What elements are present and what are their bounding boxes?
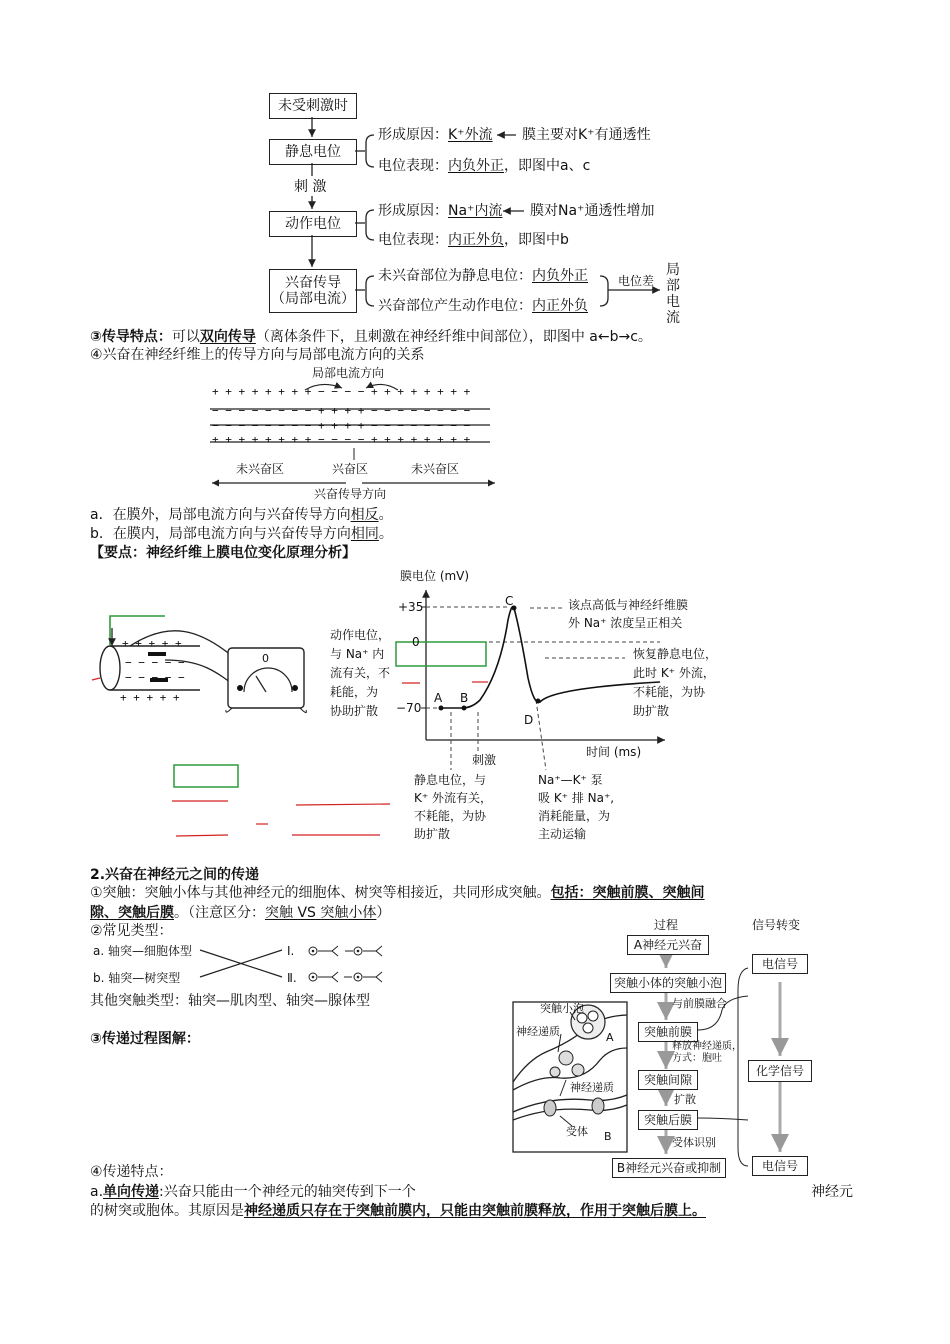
other-types: 其他突触类型：轴突—肌肉型、轴突—腺体型 xyxy=(90,993,370,1009)
note-b-key: 相同 xyxy=(350,526,379,542)
p1-key1: 包括：突触前膜、突触间 xyxy=(550,885,705,901)
charge-row-top: + + + + + + + + − − − − + + + + + + + + xyxy=(212,385,471,398)
note-pump-1: Na⁺—K⁺ 泵 xyxy=(538,773,603,787)
note-recover-4: 助扩散 xyxy=(633,704,670,718)
note-recover-3: 不耗能，为协 xyxy=(633,685,706,699)
unexcited-right: 未兴奋区 xyxy=(411,462,460,476)
rest-cause-label: 形成原因： xyxy=(378,127,448,143)
note-action-3: 流有关，不 xyxy=(330,666,391,680)
s4-title: ④兴奋在神经纤维上的传导方向与局部电流方向的关系 xyxy=(90,347,425,363)
note-action xyxy=(330,626,390,721)
s3-post: （离体条件下，且刺激在神经纤维中间部位），即图中 a←b→c。 xyxy=(255,329,652,345)
note-b-pre: b．在膜内，局部电流方向与兴奋传导方向 xyxy=(90,526,351,542)
act-cause-label: 形成原因： xyxy=(378,203,448,219)
tick-0: 0 xyxy=(412,635,420,649)
conduction-arrows xyxy=(0,360,950,510)
box-unstimulated: 未受刺激时 xyxy=(269,93,357,119)
step-postsynaptic: 突触后膜 xyxy=(638,1110,698,1130)
note-a-end: 。 xyxy=(378,507,393,523)
box-action-potential: 动作电位 xyxy=(269,211,357,237)
cond1-prefix: 未兴奋部位为静息电位： xyxy=(378,268,532,284)
act-show-value: 内正外负 xyxy=(448,232,504,248)
charge-row-bottom: + + + + + + + + − − − − + + + + + + + + xyxy=(212,433,471,446)
type-b: b. 轴突—树突型 xyxy=(93,971,181,985)
note-C xyxy=(568,596,688,632)
point-B: B xyxy=(460,691,469,705)
sec2-title: 2.兴奋在神经元之间的传递 xyxy=(90,867,260,883)
types-title: ②常见类型： xyxy=(90,923,173,939)
lc-char-3: 电 xyxy=(666,294,680,310)
rest-show-label: 电位表现： xyxy=(378,158,448,174)
process-title: ③传递过程图解： xyxy=(90,1031,200,1047)
label-A: A xyxy=(606,1031,614,1044)
rest-show xyxy=(378,157,590,175)
graph-ylabel: 膜电位 (mV) xyxy=(400,569,470,583)
feature-a-line2 xyxy=(90,1202,706,1220)
label-nt-1: 神经递质 xyxy=(516,1025,560,1038)
sec2-p1-line2 xyxy=(90,904,390,922)
step-vesicle: 突触小体的突触小泡 xyxy=(610,973,726,993)
note-C-2: 外 Na⁺ 浓度呈正相关 xyxy=(568,616,683,630)
rest-cause-value: K⁺外流 xyxy=(448,127,493,143)
lc-char-4: 流 xyxy=(666,310,680,326)
sec2-p1-line1 xyxy=(90,884,705,902)
p1-mid: 。（注意区分： xyxy=(174,905,265,921)
note-rest-4: 助扩散 xyxy=(414,827,451,841)
step-A-excite: A神经元兴奋 xyxy=(627,935,709,955)
note-a-key: 相反 xyxy=(350,507,379,523)
note-b xyxy=(90,525,393,543)
act-show-label: 电位表现： xyxy=(378,232,448,248)
diff-label: 电位差 xyxy=(618,274,655,288)
lc-char-1: 局 xyxy=(666,262,680,278)
feature-a-line2-pre: 的树突或胞体。其原因是 xyxy=(90,1203,244,1219)
p1-k3: 突触 xyxy=(265,905,293,921)
rest-show-suffix: ，即图中a、c xyxy=(504,158,591,174)
feature-a-label: a. xyxy=(90,1184,104,1200)
arrow-diffuse: 扩散 xyxy=(674,1093,696,1106)
charge-row-mid1: − − − − − − − − + + + + − − − − − − − − xyxy=(212,404,471,417)
note-recover-1: 恢复静息电位， xyxy=(633,647,718,661)
label-nt-2: 神经递质 xyxy=(570,1081,614,1094)
feature-a-key: 单向传递 xyxy=(103,1184,160,1200)
cond-line2 xyxy=(378,297,588,315)
step-B-response: B神经元兴奋或抑制 xyxy=(612,1158,726,1178)
note-a xyxy=(90,506,393,524)
note-action-5: 协助扩散 xyxy=(330,704,379,718)
rest-cause-reason: 膜主要对K⁺有通透性 xyxy=(522,127,651,143)
feature-a-tail: 神经元 xyxy=(811,1184,853,1200)
s3-key: 双向传导 xyxy=(199,329,256,345)
type-a: a. 轴突—细胞体型 xyxy=(93,944,192,958)
note-action-4: 耗能，为 xyxy=(330,685,379,699)
arrow-release-2: 方式：胞吐 xyxy=(672,1053,722,1064)
local-current-label: 局部电流方向 xyxy=(312,366,385,380)
cond-line1 xyxy=(378,267,588,285)
tick-m70: −70 xyxy=(396,701,422,715)
act-show-suffix: ，即图中b xyxy=(504,232,569,248)
note-recover-2: 此时 K⁺ 外流， xyxy=(633,666,715,680)
feature-a-line1 xyxy=(90,1183,416,1201)
box-resting-potential: 静息电位 xyxy=(269,139,357,165)
feature-a-text: :兴奋只能由一个神经元的轴突传到下一个 xyxy=(159,1184,416,1200)
note-rest xyxy=(414,771,492,843)
s3-pre: 可以 xyxy=(171,329,200,345)
charge-row-mid2: − − − − − − − − + + + + − − − − − − − − xyxy=(212,419,471,432)
p1-k4: 突触小体 xyxy=(320,905,377,921)
point-A: A xyxy=(434,691,443,705)
stimulus-label: 刺 激 xyxy=(294,179,327,195)
note-pump-3: 消耗能量，为 xyxy=(538,809,611,823)
arrow-recognize: 受体识别 xyxy=(672,1136,716,1149)
act-show xyxy=(378,231,569,249)
graph-xlabel: 时间 (ms) xyxy=(586,745,642,759)
fiber-plus-top: + + + + + xyxy=(122,637,182,650)
signal-electric-1: 电信号 xyxy=(752,954,808,974)
note-C-1: 该点高低与神经纤维膜 xyxy=(568,598,689,612)
signal-chemical: 化学信号 xyxy=(748,1060,812,1082)
p1-end: ） xyxy=(376,905,391,921)
act-cause xyxy=(378,202,502,220)
step-cleft: 突触间隙 xyxy=(638,1070,698,1090)
p1-vs: VS xyxy=(297,905,316,921)
excited-zone: 兴奋区 xyxy=(332,462,369,476)
note-rest-3: 不耗能，为协 xyxy=(414,809,487,823)
note-rest-1: 静息电位，与 xyxy=(414,773,487,787)
meter-zero: 0 xyxy=(262,652,269,665)
note-stimulus: 刺激 xyxy=(472,753,497,767)
note-action-1: 动作电位， xyxy=(330,628,391,642)
cond2-prefix: 兴奋部位产生动作电位： xyxy=(378,298,532,314)
header-signal: 信号转变 xyxy=(752,918,801,932)
features-title: ④传递特点： xyxy=(90,1164,173,1180)
cond1-value: 内负外正 xyxy=(532,268,588,284)
header-process: 过程 xyxy=(654,918,679,932)
step-presynaptic: 突触前膜 xyxy=(638,1022,698,1042)
label-vesicle: 突触小泡 xyxy=(540,1002,584,1015)
type-II: Ⅱ. xyxy=(287,971,297,985)
s3-line xyxy=(90,328,652,346)
arrow-release-1: 释放神经递质， xyxy=(672,1041,742,1052)
fiber-plus-bottom: + + + + + xyxy=(120,691,180,704)
point-C: C xyxy=(505,594,514,608)
p1-key2: 隙、突触后膜 xyxy=(90,905,174,921)
keypoint-heading: 【要点：神经纤维上膜电位变化原理分析】 xyxy=(90,545,356,561)
label-receptor: 受体 xyxy=(566,1125,588,1138)
unexcited-left: 未兴奋区 xyxy=(236,462,285,476)
note-rest-2: K⁺ 外流有关， xyxy=(414,791,493,805)
box-conduction-line2: （局部电流） xyxy=(271,291,355,307)
note-pump xyxy=(538,771,614,843)
lc-char-2: 部 xyxy=(666,278,680,294)
s3-label: ③传导特点： xyxy=(90,329,172,345)
act-cause-reason: 膜对Na⁺通透性增加 xyxy=(530,203,655,219)
arrow-fuse: 与前膜融合 xyxy=(672,997,727,1010)
rest-cause xyxy=(378,126,493,144)
note-pump-4: 主动运输 xyxy=(538,827,587,841)
rest-show-value: 内负外正 xyxy=(448,158,504,174)
fiber-minus-2: − − − − − xyxy=(125,671,185,684)
box-conduction-line1: 兴奋传导 xyxy=(285,275,341,291)
arrow-release xyxy=(672,1041,742,1065)
note-action-2: 与 Na⁺ 内 xyxy=(330,647,385,661)
note-b-end: 。 xyxy=(378,526,393,542)
local-current-vertical xyxy=(666,262,682,326)
note-pump-2: 吸 K⁺ 排 Na⁺, xyxy=(538,791,615,805)
type-I: Ⅰ. xyxy=(287,944,295,958)
fiber-minus-1: − − − − − xyxy=(125,656,185,669)
feature-a-line2-key: 神经递质只存在于突触前膜内，只能由突触前膜释放，作用于突触后膜上。 xyxy=(244,1203,706,1219)
note-recover xyxy=(633,645,717,721)
cond2-value: 内正外负 xyxy=(532,298,588,314)
note-a-pre: a．在膜外，局部电流方向与兴奋传导方向 xyxy=(90,507,351,523)
label-B: B xyxy=(604,1130,612,1143)
signal-electric-2: 电信号 xyxy=(752,1156,808,1176)
point-D: D xyxy=(524,713,534,727)
tick-p35: +35 xyxy=(398,600,424,614)
p1-pre: ①突触：突触小体与其他神经元的细胞体、树突等相接近，共同形成突触。 xyxy=(90,885,551,901)
act-cause-value: Na⁺内流 xyxy=(448,203,503,219)
conduct-direction: 兴奋传导方向 xyxy=(314,487,387,501)
